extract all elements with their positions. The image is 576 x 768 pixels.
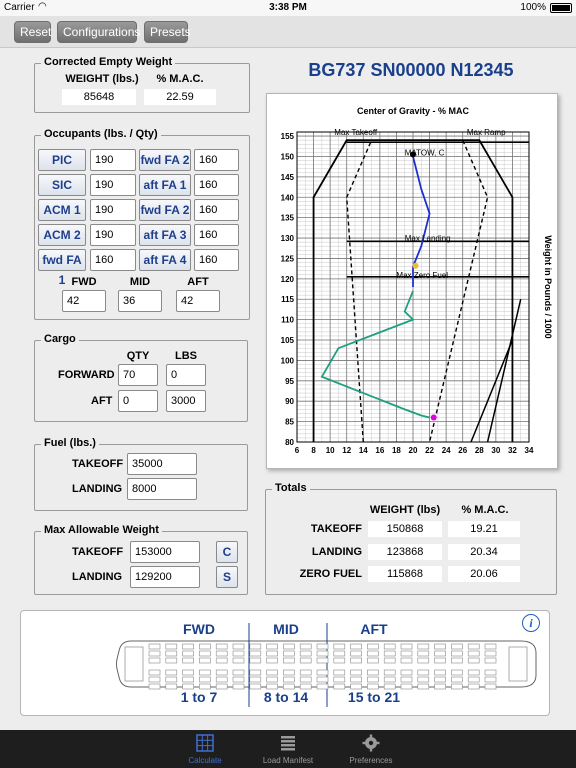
seat	[435, 684, 446, 689]
x-tick-label: 16	[375, 446, 385, 455]
tab-label: Load Manifest	[262, 756, 314, 765]
seat	[367, 670, 378, 675]
y-tick-label: 145	[280, 172, 294, 182]
seat	[351, 658, 362, 663]
occupant-weight-field[interactable]: 190	[90, 149, 136, 171]
totals-row-mac: 20.06	[448, 566, 520, 582]
fuel-legend: Fuel (lbs.)	[41, 437, 99, 449]
totals-mac-label: % M.A.C.	[461, 504, 509, 516]
y-tick-label: 115	[281, 295, 294, 305]
seat	[267, 658, 278, 663]
x-tick-label: 14	[358, 446, 368, 455]
seat	[418, 658, 429, 663]
seat	[401, 658, 412, 663]
reset-button[interactable]: Reset	[14, 21, 51, 43]
tab-label: Preferences	[349, 756, 393, 765]
seat	[384, 677, 395, 682]
seat	[233, 670, 244, 675]
empty-mac-label: % M.A.C.	[156, 73, 204, 85]
fuel-landing-field[interactable]: 8000	[127, 478, 197, 500]
role-button-left[interactable]: SIC	[38, 174, 86, 196]
seat	[267, 651, 278, 656]
seat	[401, 651, 412, 656]
seat	[334, 651, 345, 656]
seat	[283, 670, 294, 675]
x-tick-label: 32	[507, 446, 517, 455]
seat	[418, 670, 429, 675]
seat	[166, 677, 177, 682]
max-takeoff-c-button[interactable]: C	[216, 541, 238, 563]
seat	[468, 677, 479, 682]
empty-weight-label: WEIGHT (lbs.)	[65, 73, 139, 85]
seat	[149, 670, 160, 675]
occupant-weight-field[interactable]: 190	[90, 174, 136, 196]
seat	[435, 651, 446, 656]
x-tick-label: 8	[311, 446, 316, 455]
seat	[367, 658, 378, 663]
seat	[250, 658, 261, 663]
seat	[468, 651, 479, 656]
seat	[418, 677, 429, 682]
seat	[283, 644, 294, 649]
x-tick-label: 18	[391, 446, 401, 455]
y-tick-label: 110	[281, 315, 294, 325]
seat	[367, 651, 378, 656]
role-button-left[interactable]: PIC	[38, 149, 86, 171]
battery-icon	[550, 3, 572, 13]
occupant-weight-field[interactable]: 160	[194, 199, 239, 221]
max-takeoff-field[interactable]: 153000	[130, 541, 200, 563]
seat	[468, 670, 479, 675]
seat	[351, 670, 362, 675]
seat	[233, 651, 244, 656]
role-button-left[interactable]: fwd FA 1	[38, 249, 86, 271]
seat	[199, 651, 210, 656]
totals-row-label: TAKEOFF	[310, 523, 362, 535]
occupant-weight-field[interactable]: 160	[194, 249, 239, 271]
seat	[183, 670, 194, 675]
seat	[149, 658, 160, 663]
seat	[384, 651, 395, 656]
role-button-left[interactable]: ACM 1	[38, 199, 86, 221]
cargo-aft-lbs-field[interactable]: 3000	[166, 390, 206, 412]
role-button-right[interactable]: aft FA 1	[139, 174, 191, 196]
role-button-right[interactable]: aft FA 4	[139, 249, 191, 271]
x-tick-label: 20	[408, 446, 418, 455]
x-tick-label: 10	[325, 446, 335, 455]
cg-chart-svg	[267, 94, 559, 470]
seat	[233, 677, 244, 682]
cargo-legend: Cargo	[41, 333, 79, 345]
seat	[216, 658, 227, 663]
tab-label: Calculate	[188, 756, 222, 765]
fuel-takeoff-label: TAKEOFF	[72, 458, 124, 470]
max-landing-field[interactable]: 129200	[130, 566, 200, 588]
role-button-right[interactable]: fwd FA 2	[139, 199, 191, 221]
seat	[485, 670, 496, 675]
cg-marker	[431, 415, 437, 421]
seat	[300, 670, 311, 675]
x-tick-label: 34	[524, 446, 534, 455]
cargo-aft-qty-field[interactable]: 0	[118, 390, 158, 412]
seat	[283, 658, 294, 663]
y-axis-label: Weight in Pounds / 1000	[543, 235, 553, 339]
seat	[317, 677, 328, 682]
occupants-legend: Occupants (lbs. / Qty)	[41, 128, 161, 140]
max-landing-s-button[interactable]: S	[216, 566, 238, 588]
seat	[468, 644, 479, 649]
seat-zone-mid-range: 8 to 14	[263, 689, 309, 705]
max-weight-legend: Max Allowable Weight	[41, 524, 162, 536]
fuel-landing-label: LANDING	[72, 483, 123, 495]
gear-icon	[362, 734, 380, 752]
chart-annotation: Max Takeoff	[334, 128, 378, 137]
cargo-lbs-label: LBS	[175, 350, 197, 362]
role-button-right[interactable]: aft FA 3	[139, 224, 191, 246]
zone-mid-field[interactable]: 36	[118, 290, 162, 312]
totals-row-weight: 123868	[368, 544, 442, 560]
seat	[267, 644, 278, 649]
seat	[300, 677, 311, 682]
carrier-label: Carrier	[4, 2, 35, 13]
battery-percent: 100%	[520, 2, 546, 13]
tab-preferences[interactable]	[326, 730, 416, 768]
seat	[199, 670, 210, 675]
seat	[250, 651, 261, 656]
seat	[250, 644, 261, 649]
seat	[384, 658, 395, 663]
wifi-icon: ◠	[38, 1, 47, 12]
chart-annotation: Max Ramp	[466, 128, 506, 137]
role-button-right[interactable]: fwd FA 2	[139, 149, 191, 171]
empty-weight-legend: Corrected Empty Weight	[41, 56, 175, 68]
x-tick-label: 30	[491, 446, 501, 455]
seat	[216, 644, 227, 649]
seat	[334, 670, 345, 675]
occupant-weight-field[interactable]: 190	[90, 224, 136, 246]
tab-load-manifest[interactable]	[243, 730, 333, 768]
y-tick-label: 85	[285, 417, 294, 427]
seat	[451, 658, 462, 663]
series-line-3	[322, 291, 430, 417]
aircraft-title: BG737 SN00000 N12345	[308, 60, 514, 80]
cargo-qty-label: QTY	[126, 350, 150, 362]
seat	[317, 651, 328, 656]
seat-zone-mid-name: MID	[273, 621, 299, 637]
occupant-weight-field[interactable]: 160	[90, 249, 136, 271]
seat	[166, 670, 177, 675]
zone-label-aft: AFT	[187, 276, 209, 288]
occupant-weight-field[interactable]: 190	[90, 199, 136, 221]
list-icon	[279, 734, 297, 752]
y-tick-label: 90	[285, 397, 294, 407]
cg-chart	[266, 93, 558, 469]
seat	[300, 658, 311, 663]
empty-weight-group	[34, 56, 250, 113]
seat	[367, 677, 378, 682]
seat	[317, 658, 328, 663]
y-tick-label: 150	[280, 152, 294, 162]
tab-bar	[0, 730, 576, 768]
seat	[418, 684, 429, 689]
x-tick-label: 12	[342, 446, 352, 455]
seat	[149, 677, 160, 682]
seat	[183, 651, 194, 656]
seat	[300, 651, 311, 656]
seat	[468, 658, 479, 663]
y-tick-label: 120	[280, 274, 294, 284]
seat	[233, 644, 244, 649]
seat	[451, 670, 462, 675]
chart-annotation: MATOW, C	[404, 148, 445, 158]
seat-zone-fwd-name: FWD	[183, 621, 215, 637]
seat-zone-aft-name: AFT	[360, 621, 388, 637]
x-tick-label: 22	[425, 446, 435, 455]
y-tick-label: 100	[280, 356, 294, 366]
seat	[267, 677, 278, 682]
x-tick-label: 6	[294, 446, 300, 455]
cargo-aft-label: AFT	[91, 395, 113, 407]
totals-row-label: ZERO FUEL	[299, 568, 362, 580]
seat-zone-fwd-range: 1 to 7	[180, 689, 218, 705]
cg-marker	[412, 263, 418, 269]
seat	[401, 677, 412, 682]
seat	[351, 644, 362, 649]
seat-map-panel	[20, 610, 550, 716]
galley-aft	[509, 647, 527, 681]
seat	[485, 684, 496, 689]
galley-fwd	[125, 647, 143, 681]
seat	[334, 658, 345, 663]
fuel-takeoff-field[interactable]: 35000	[127, 453, 197, 475]
seat	[250, 677, 261, 682]
seat	[468, 684, 479, 689]
seat	[351, 677, 362, 682]
totals-weight-label: WEIGHT (lbs)	[369, 504, 441, 516]
seat	[283, 651, 294, 656]
empty-weight-value: 85648	[62, 89, 136, 105]
seat	[166, 644, 177, 649]
seat	[485, 677, 496, 682]
seat	[283, 677, 294, 682]
occupant-weight-field[interactable]: 160	[194, 174, 239, 196]
chart-title: Center of Gravity - % MAC	[356, 106, 470, 116]
y-tick-label: 95	[285, 376, 294, 386]
seat	[199, 644, 210, 649]
totals-row-weight: 115868	[368, 566, 442, 582]
seat	[334, 677, 345, 682]
y-tick-label: 105	[280, 336, 294, 346]
configurations-button[interactable]: Configurations	[57, 21, 137, 43]
seat	[183, 644, 194, 649]
seat	[435, 644, 446, 649]
seat-zone-aft-range: 15 to 21	[347, 689, 401, 705]
zone-aft-field[interactable]: 42	[176, 290, 220, 312]
seat	[216, 651, 227, 656]
totals-row-mac: 19.21	[448, 521, 520, 537]
seat	[418, 651, 429, 656]
totals-row-mac: 20.34	[448, 544, 520, 560]
seat	[267, 670, 278, 675]
seat	[149, 651, 160, 656]
y-tick-label: 155	[280, 132, 294, 142]
role-button-left[interactable]: ACM 2	[38, 224, 86, 246]
max-landing-label: LANDING	[72, 571, 123, 583]
y-tick-label: 80	[285, 438, 294, 447]
seat	[435, 677, 446, 682]
seat	[149, 644, 160, 649]
seat	[300, 644, 311, 649]
x-tick-label: 28	[474, 446, 484, 455]
seat	[183, 658, 194, 663]
chart-annotation: Max Zero Fuel	[396, 270, 449, 280]
clock: 3:38 PM	[269, 2, 307, 13]
cargo-forward-qty-field[interactable]: 70	[118, 364, 158, 386]
seat	[334, 644, 345, 649]
seat	[435, 658, 446, 663]
seat	[451, 644, 462, 649]
totals-row-label: LANDING	[311, 546, 362, 558]
zone-label-fwd: FWD	[71, 276, 97, 288]
seat	[351, 651, 362, 656]
seat	[166, 651, 177, 656]
tab-calculate[interactable]	[160, 730, 250, 768]
seat	[485, 651, 496, 656]
zone-fwd-field[interactable]: 42	[62, 290, 106, 312]
seat	[216, 677, 227, 682]
max-takeoff-label: TAKEOFF	[72, 546, 124, 558]
y-tick-label: 135	[280, 213, 294, 223]
cargo-forward-lbs-field[interactable]: 0	[166, 364, 206, 386]
seat	[199, 677, 210, 682]
seat	[401, 670, 412, 675]
info-icon[interactable]: i	[522, 614, 540, 632]
seat	[183, 677, 194, 682]
totals-row-weight: 150868	[368, 521, 442, 537]
seat	[367, 644, 378, 649]
zone-label-mid: MID	[129, 276, 151, 288]
y-tick-label: 125	[280, 254, 294, 264]
grid-icon	[196, 734, 214, 752]
seat	[317, 670, 328, 675]
seat	[451, 684, 462, 689]
top-toolbar	[0, 16, 576, 48]
y-tick-label: 140	[280, 193, 294, 203]
x-tick-label: 24	[441, 446, 451, 455]
seat	[250, 670, 261, 675]
seat	[401, 644, 412, 649]
occupant-weight-field[interactable]: 160	[194, 224, 239, 246]
seat	[166, 658, 177, 663]
seat	[199, 658, 210, 663]
cargo-forward-label: FORWARD	[58, 369, 115, 381]
totals-legend: Totals	[272, 482, 310, 494]
x-tick-label: 26	[458, 446, 468, 455]
chart-annotation: Max Landing	[404, 234, 451, 244]
seat	[384, 670, 395, 675]
seat	[418, 644, 429, 649]
y-tick-label: 130	[280, 234, 294, 244]
seat	[233, 658, 244, 663]
seat	[317, 644, 328, 649]
seat	[485, 658, 496, 663]
seat	[216, 670, 227, 675]
empty-mac-value: 22.59	[144, 89, 216, 105]
seat	[451, 651, 462, 656]
seat	[435, 670, 446, 675]
occupant-weight-field[interactable]: 160	[194, 149, 239, 171]
seat	[384, 644, 395, 649]
status-bar	[0, 0, 576, 16]
seat	[451, 677, 462, 682]
seat	[485, 644, 496, 649]
presets-button[interactable]: Presets	[144, 21, 188, 43]
